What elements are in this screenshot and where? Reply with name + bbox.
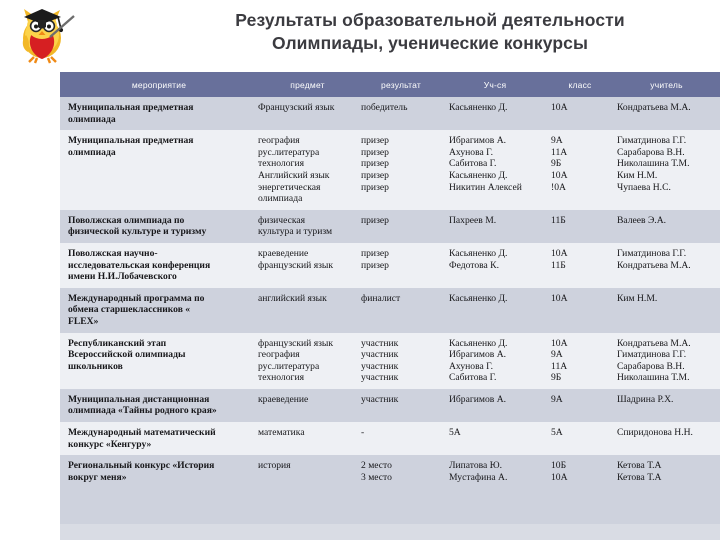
cell-line: 11Б (551, 214, 566, 226)
table-cell-teacher (613, 422, 720, 455)
cell-line: Касьяненко Д. (449, 102, 508, 113)
table-cell-result (359, 455, 443, 488)
table-cell-pupil (443, 288, 547, 333)
cell-line: Поволжская научно- (68, 247, 158, 259)
table-cell-klass (547, 422, 613, 455)
cell-line: Ибрагимов А. (449, 349, 507, 361)
cell-line: имени Н.И.Лобачевского (68, 271, 177, 283)
cell-line: Липатова Ю. (449, 460, 502, 472)
table-cell-teacher (613, 389, 720, 422)
cell-line: конкурс «Кенгуру» (68, 438, 152, 450)
table-cell-subject (256, 130, 359, 210)
cell-line: участник (361, 337, 399, 349)
table-cell-result (359, 97, 443, 130)
table-cell-pupil (443, 130, 547, 210)
cell-line: финалист (361, 292, 401, 304)
cell-line: Николашина Т.М. (617, 372, 690, 384)
cell-line: Французский язык (258, 102, 335, 113)
cell-line: Кетова Т.А (617, 460, 662, 472)
cell-line: Касьяненко Д. (449, 247, 508, 259)
cell-line: Кондратьева М.А. (617, 102, 691, 113)
table-cell-pupil (443, 243, 547, 288)
cell-line: физическая (258, 214, 306, 226)
cell-line: краеведение (258, 393, 309, 405)
table-header-row (60, 72, 720, 97)
table-cell-subject (256, 455, 359, 488)
cell-line: обмена старшеклассников « (68, 304, 191, 316)
cell-line: Муниципальная дистанционная (68, 393, 210, 405)
table-cell-result (359, 422, 443, 455)
cell-line: технология (258, 372, 304, 384)
table-cell-subject (256, 97, 359, 130)
cell-line: Муниципальная предметная (68, 135, 194, 147)
table-cell-event (60, 333, 256, 389)
cell-line: 3 место (361, 471, 392, 483)
table-cell-teacher (613, 130, 720, 210)
cell-line: !0А (551, 181, 566, 193)
cell-line: 10А (551, 292, 568, 304)
table-cell-result (359, 389, 443, 422)
cell-line: 10А (551, 169, 568, 181)
cell-line: Гиматдинова Г.Г. (617, 247, 687, 259)
cell-line: Английский язык (258, 169, 330, 181)
cell-line: 10А (551, 471, 568, 483)
table-cell-subject (256, 210, 359, 243)
cell-line: география (258, 135, 300, 147)
cell-line: 9А (551, 393, 563, 405)
cell-line: Международный математический (68, 427, 216, 439)
table-cell-event (60, 243, 256, 288)
table-cell-result (359, 288, 443, 333)
cell-line: культура и туризм (258, 226, 333, 238)
table-cell-event (60, 97, 256, 130)
cell-line: вокруг меня» (68, 471, 127, 483)
table-cell-pupil (443, 333, 547, 389)
page-title-line-2: Олимпиады, ученические конкурсы (271, 33, 588, 53)
cell-line: краеведение (258, 247, 309, 259)
cell-line: 9Б (551, 372, 562, 384)
table-cell-event (60, 210, 256, 243)
table-cell-klass (547, 97, 613, 130)
table-cell-pupil (443, 389, 547, 422)
table-cell-teacher (613, 243, 720, 288)
cell-line: участник (361, 349, 399, 361)
table-cell-pupil (443, 455, 547, 488)
table-cell-result (359, 333, 443, 389)
cell-line: Мустафина А. (449, 471, 508, 483)
table-cell-event (60, 288, 256, 333)
table-row (60, 210, 720, 243)
results-table (60, 72, 720, 524)
cell-line: Ахунова Г. (449, 360, 494, 372)
cell-line: призер (361, 181, 389, 193)
cell-line: 11Б (551, 259, 566, 271)
cell-line: Федотова К. (449, 259, 499, 271)
table-cell-klass (547, 455, 613, 488)
table-row (60, 389, 720, 422)
table-row (60, 243, 720, 288)
table-cell-event (60, 422, 256, 455)
cell-line: Сарабарова В.Н. (617, 146, 685, 158)
cell-line: 11А (551, 360, 568, 372)
cell-line: Кондратьева М.А. (617, 337, 691, 349)
table-row (60, 97, 720, 130)
cell-line: Валеев Э.А. (617, 214, 667, 226)
table-row (60, 333, 720, 389)
cell-line: Пахреев М. (449, 214, 497, 226)
cell-line: Ибрагимов А. (449, 135, 507, 147)
cell-line: школьников (68, 360, 123, 372)
cell-line: Всероссийской олимпиады (68, 349, 186, 361)
table-cell-subject (256, 243, 359, 288)
cell-line: английский язык (258, 292, 327, 304)
column-header-pupil: Уч-ся (443, 72, 547, 97)
cell-line: математика (258, 427, 305, 439)
page-title (150, 9, 710, 55)
cell-line: 9А (551, 135, 563, 147)
table-cell-pupil (443, 422, 547, 455)
cell-line: участник (361, 360, 399, 372)
cell-line: 9А (551, 349, 563, 361)
cell-line: Международный программа по (68, 292, 205, 304)
column-header-event: мероприятие (60, 72, 256, 97)
cell-line: 5А (551, 427, 563, 439)
cell-line: Спиридонова Н.Н. (617, 427, 693, 439)
table-cell-teacher (613, 333, 720, 389)
cell-line: Касьяненко Д. (449, 337, 508, 349)
column-header-subject: предмет (256, 72, 359, 97)
cell-line: победитель (361, 102, 408, 113)
column-header-teacher: учитель (613, 72, 720, 97)
cell-line: участник (361, 372, 399, 384)
cell-line: исследовательская конференция (68, 259, 211, 271)
table-row (60, 130, 720, 210)
cell-line: 10Б (551, 460, 567, 472)
cell-line: - (361, 427, 365, 439)
table-cell-klass (547, 243, 613, 288)
cell-line: Республиканский этап (68, 337, 167, 349)
cell-line: Чупаева Н.С. (617, 181, 671, 193)
table-cell-result (359, 210, 443, 243)
cell-line: Сабитова Г. (449, 158, 497, 170)
cell-line: олимпиада «Тайны родного края» (68, 405, 217, 417)
cell-line: Касьяненко Д. (449, 169, 508, 181)
cell-line: Кондратьева М.А. (617, 259, 691, 271)
cell-line: Региональный конкурс «История (68, 460, 215, 472)
cell-line: Сабитова Г. (449, 372, 497, 384)
cell-line: 5А (449, 427, 461, 439)
cell-line: Ибрагимов А. (449, 393, 507, 405)
table-body (60, 97, 720, 524)
cell-line: Ким Н.М. (617, 292, 658, 304)
table-cell-pupil (443, 210, 547, 243)
cell-line: 10А (551, 337, 568, 349)
table-cell-klass (547, 288, 613, 333)
table-row (60, 455, 720, 488)
table-cell-teacher (613, 210, 720, 243)
cell-line: олимпиада (68, 146, 116, 158)
table-cell-klass (547, 389, 613, 422)
cell-line: Никитин Алексей (449, 181, 522, 193)
table-cell-event (60, 130, 256, 210)
cell-line: французский язык (258, 259, 334, 271)
cell-line: олимпиада (258, 193, 303, 205)
cell-line: 10А (551, 247, 568, 259)
cell-line: рус.литература (258, 360, 320, 372)
cell-line: география (258, 349, 300, 361)
table-row (60, 422, 720, 455)
table-cell-klass (547, 333, 613, 389)
cell-line: физической культуре и туризму (68, 226, 207, 238)
table-cell-pupil (443, 97, 547, 130)
cell-line: призер (361, 214, 389, 226)
cell-line: французский язык (258, 337, 334, 349)
cell-line: рус.литература (258, 146, 320, 158)
table-cell-subject (256, 288, 359, 333)
table-filler-row (60, 488, 720, 524)
table-cell-subject (256, 333, 359, 389)
column-header-class: класс (547, 72, 613, 97)
cell-line: Гиматдинова Г.Г. (617, 135, 687, 147)
cell-line: Гиматдинова Г.Г. (617, 349, 687, 361)
cell-line: энергетическая (258, 181, 321, 193)
cell-line: Сарабарова В.Н. (617, 360, 685, 372)
table-cell-klass (547, 130, 613, 210)
cell-line: призер (361, 135, 389, 147)
cell-line: Кетова Т.А (617, 471, 662, 483)
cell-line: призер (361, 247, 389, 259)
table-cell-klass (547, 210, 613, 243)
table-row (60, 288, 720, 333)
cell-line: 10А (551, 102, 568, 113)
table-cell-teacher (613, 97, 720, 130)
table-header (60, 72, 720, 97)
cell-line: Николашина Т.М. (617, 158, 690, 170)
slide-header (0, 0, 720, 72)
cell-line: 11А (551, 146, 568, 158)
cell-line: призер (361, 146, 389, 158)
cell-line: Муниципальная предметная (68, 102, 194, 113)
cell-line: Шадрина Р.Х. (617, 393, 674, 405)
table-cell-event (60, 389, 256, 422)
table-cell-teacher (613, 288, 720, 333)
cell-line: 2 место (361, 460, 392, 472)
table-cell-event (60, 455, 256, 488)
cell-line: Поволжская олимпиада по (68, 214, 185, 226)
table-cell-result (359, 130, 443, 210)
owl-graduate-icon (8, 2, 80, 64)
cell-line: Ахунова Г. (449, 146, 494, 158)
table-cell-teacher (613, 455, 720, 488)
table-cell-subject (256, 422, 359, 455)
cell-line: призер (361, 259, 389, 271)
column-header-result: результат (359, 72, 443, 97)
cell-line: FLEX» (68, 315, 99, 327)
cell-line: Касьяненко Д. (449, 292, 508, 304)
cell-line: участник (361, 393, 399, 405)
table-filler-cell (60, 488, 720, 524)
table-cell-result (359, 243, 443, 288)
cell-line: 9Б (551, 158, 562, 170)
cell-line: призер (361, 169, 389, 181)
cell-line: призер (361, 158, 389, 170)
cell-line: история (258, 460, 291, 472)
table-cell-subject (256, 389, 359, 422)
cell-line: технология (258, 158, 304, 170)
page-title-line-1: Результаты образовательной деятельности (235, 10, 625, 30)
results-table-container (60, 72, 720, 540)
cell-line: олимпиада (68, 113, 116, 125)
cell-line: Ким Н.М. (617, 169, 658, 181)
